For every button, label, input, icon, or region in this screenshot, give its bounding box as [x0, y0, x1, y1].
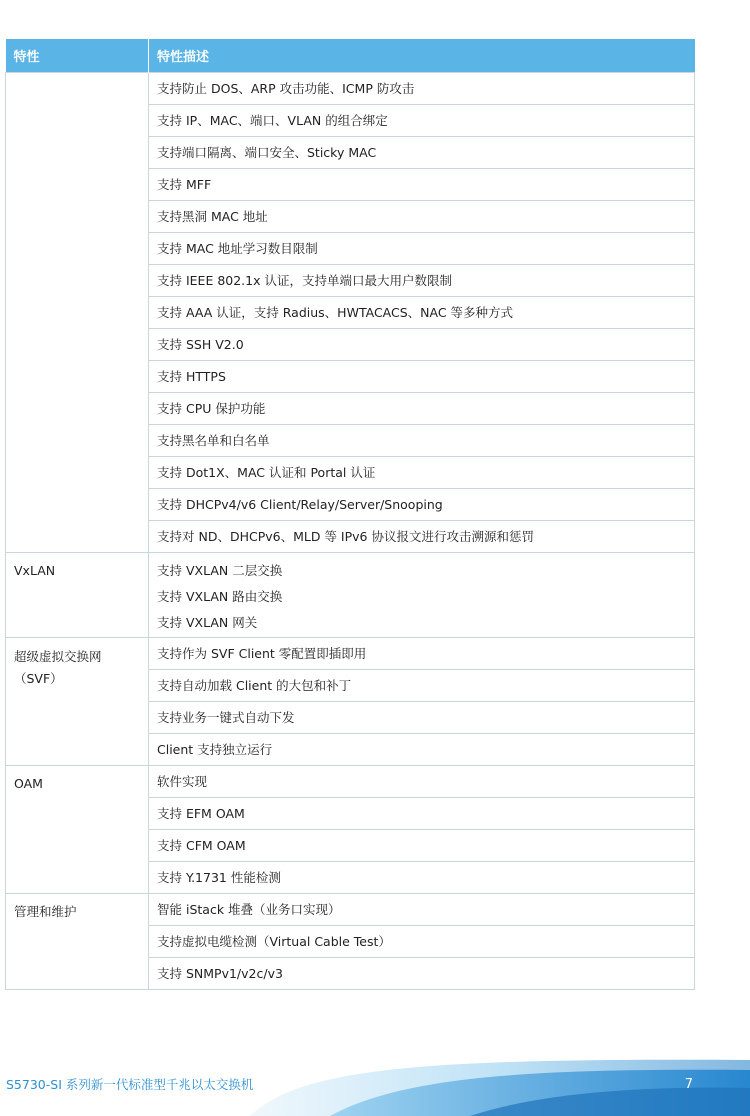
description-line: 支持 VXLAN 二层交换: [157, 562, 283, 578]
description-cell: 支持黑名单和白名单: [149, 424, 695, 456]
feature-cell-management: 管理和维护: [6, 893, 149, 989]
feature-table: [5, 39, 695, 990]
footer-document-title: S5730-SI 系列新一代标准型千兆以太交换机: [6, 1077, 254, 1092]
description-cell: 支持 AAA 认证，支持 Radius、HWTACACS、NAC 等多种方式: [149, 296, 695, 328]
table-row: [6, 72, 695, 104]
table-row: [6, 637, 695, 669]
table-row: [6, 893, 695, 925]
description-cell: 支持端口隔离、端口安全、Sticky MAC: [149, 136, 695, 168]
feature-cell-vxlan: VxLAN: [6, 552, 149, 637]
description-cell: 支持 SNMPv1/v2c/v3: [149, 957, 695, 989]
description-cell: Client 支持独立运行: [149, 733, 695, 765]
feature-label-line: 超级虚拟交换网: [14, 648, 102, 664]
description-cell: 支持虚拟电缆检测（Virtual Cable Test）: [149, 925, 695, 957]
description-cell: 软件实现: [149, 765, 695, 797]
description-cell: 支持 EFM OAM: [149, 797, 695, 829]
description-cell: 支持黑洞 MAC 地址: [149, 200, 695, 232]
table-row: [6, 552, 695, 637]
description-cell: 支持 CFM OAM: [149, 829, 695, 861]
description-cell: 支持 SSH V2.0: [149, 328, 695, 360]
description-cell: 智能 iStack 堆叠（业务口实现）: [149, 893, 695, 925]
description-cell: 支持业务一键式自动下发: [149, 701, 695, 733]
page-number: 7: [684, 1077, 693, 1092]
page-footer: [0, 1058, 750, 1116]
description-cell: 支持 IP、MAC、端口、VLAN 的组合绑定: [149, 104, 695, 136]
description-line: 支持 VXLAN 路由交换: [157, 588, 283, 604]
description-cell: 支持 MFF: [149, 168, 695, 200]
description-cell: 支持防止 DOS、ARP 攻击功能、ICMP 防攻击: [149, 72, 695, 104]
description-cell: 支持对 ND、DHCPv6、MLD 等 IPv6 协议报文进行攻击溯源和惩罚: [149, 520, 695, 552]
table-row: [6, 765, 695, 797]
feature-cell-security: [6, 72, 149, 552]
header-description: 特性描述: [149, 39, 695, 72]
table-header-row: [6, 39, 695, 72]
description-cell: 支持 Y.1731 性能检测: [149, 861, 695, 893]
description-line: 支持 VXLAN 网关: [157, 614, 258, 630]
description-cell: 支持 IEEE 802.1x 认证，支持单端口最大用户数限制: [149, 264, 695, 296]
description-cell-vxlan: [149, 552, 695, 637]
header-feature: 特性: [6, 39, 149, 72]
feature-cell-svf: [6, 637, 149, 765]
description-cell: 支持自动加载 Client 的大包和补丁: [149, 669, 695, 701]
description-cell: 支持 MAC 地址学习数目限制: [149, 232, 695, 264]
description-cell: 支持 CPU 保护功能: [149, 392, 695, 424]
description-cell: 支持 Dot1X、MAC 认证和 Portal 认证: [149, 456, 695, 488]
feature-cell-oam: OAM: [6, 765, 149, 893]
description-cell: 支持 DHCPv4/v6 Client/Relay/Server/Snooping: [149, 488, 695, 520]
description-cell: 支持作为 SVF Client 零配置即插即用: [149, 637, 695, 669]
feature-label-line: （SVF）: [14, 670, 63, 686]
description-cell: 支持 HTTPS: [149, 360, 695, 392]
